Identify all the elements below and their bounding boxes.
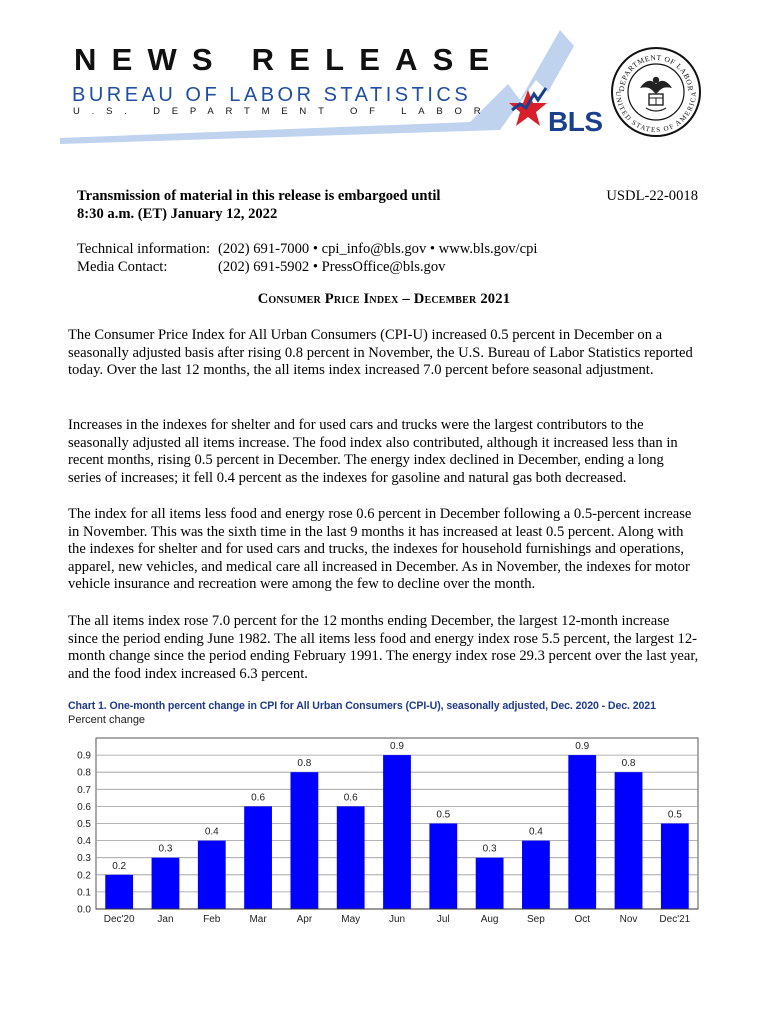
y-tick-label: 0.5 xyxy=(77,819,91,830)
contact-value: (202) 691-7000 • cpi_info@bls.gov • www.bls.gov/cpi xyxy=(218,241,538,257)
seal-bottom-text: UNITED STATES OF AMERICA xyxy=(613,90,699,135)
bar-value-label: 0.9 xyxy=(390,741,404,753)
chart-bar xyxy=(152,858,180,909)
bar-value-label: 0.8 xyxy=(297,758,312,770)
chart-bar xyxy=(198,841,226,909)
bar-value-label: 0.4 xyxy=(528,826,543,838)
bar-value-label: 0.3 xyxy=(158,843,173,855)
x-tick-label: Jan xyxy=(157,914,174,925)
contact-label: Media Contact: xyxy=(77,259,168,275)
chart-bar xyxy=(244,806,272,909)
body-paragraph-3: The index for all items less food and energy rose 0.6 percent in December following a 0.5-percent increase in November. This was the sixth time in the last 9 months it has increased at least 0.5 percent. Along with the indexes for shelter and for used cars and trucks, the indexes for household furnishings and operations, apparel, new vehicles, and medical care all increased in December. As in November, the indexes for motor vehicle insurance and recreation were among the few to decline over the month. xyxy=(68,506,692,593)
x-tick-label: Nov xyxy=(619,914,638,925)
y-tick-label: 0.3 xyxy=(77,853,91,865)
department-name: U.S. DEPARTMENT OF LABOR xyxy=(73,106,493,117)
x-tick-label: Jun xyxy=(388,914,406,925)
y-tick-label: 0.1 xyxy=(77,887,91,899)
x-tick-label: Sep xyxy=(527,914,545,925)
x-tick-label: Dec'21 xyxy=(659,914,691,925)
bar-value-label: 0.4 xyxy=(204,826,219,838)
y-tick-label: 0.8 xyxy=(77,767,91,779)
release-number: USDL-22-0018 xyxy=(606,188,698,204)
y-tick-label: 0.7 xyxy=(77,784,91,796)
x-tick-label: Feb xyxy=(203,914,221,925)
chart-bar xyxy=(522,841,550,909)
contact-label: Technical information: xyxy=(77,241,211,257)
y-tick-label: 0.4 xyxy=(77,836,91,848)
embargo-line-2: 8:30 a.m. (ET) January 12, 2022 xyxy=(77,206,278,222)
bls-logo-text: BLS xyxy=(548,106,603,137)
bar-value-label: 0.9 xyxy=(575,741,590,753)
chart-bar xyxy=(105,875,133,909)
y-tick-label: 0.9 xyxy=(77,750,91,762)
chart-bar xyxy=(615,772,643,909)
x-tick-label: Mar xyxy=(249,914,267,925)
chart-bar xyxy=(568,755,596,909)
bar-value-label: 0.2 xyxy=(112,860,127,872)
x-tick-label: Oct xyxy=(574,914,591,925)
chart-bar xyxy=(476,858,504,909)
bar-value-label: 0.6 xyxy=(343,792,358,804)
bar-value-label: 0.6 xyxy=(251,792,266,804)
chart-bar xyxy=(383,755,411,909)
bar-value-label: 0.3 xyxy=(482,843,497,855)
embargo-line-1: Transmission of material in this release is embargoed until xyxy=(77,188,441,204)
news-release-title: NEWS RELEASE xyxy=(74,42,505,77)
x-tick-label: Jul xyxy=(436,914,450,925)
x-tick-label: Dec'20 xyxy=(103,914,135,925)
y-tick-label: 0.2 xyxy=(77,870,91,882)
bar-value-label: 0.8 xyxy=(621,758,636,770)
body-paragraph-2: Increases in the indexes for shelter and for used cars and trucks were the largest contributors to the seasonally adjusted all items increase. The food index also contributed, although it increased less than in recent months, rising 0.5 percent in December. The energy index declined in December, ending a long series of increases; it fell 0.4 percent as the indexes for gasoline and natural gas both decreased. xyxy=(68,417,678,486)
chart-bar xyxy=(661,824,689,910)
chart-y-axis-label: Percent change xyxy=(68,714,146,726)
x-tick-label: Apr xyxy=(296,914,313,925)
y-tick-label: 0.6 xyxy=(77,801,91,813)
bar-value-label: 0.5 xyxy=(667,809,682,821)
document-title: Consumer Price Index – December 2021 xyxy=(257,291,511,307)
chart-bar xyxy=(337,806,365,909)
body-paragraph-1: The Consumer Price Index for All Urban Consumers (CPI-U) increased 0.5 percent in December on a seasonally adjusted basis after rising 0.8 percent in November, the U.S. Bureau of Labor Statistics reported today. Over the last 12 months, the all items index increased 7.0 percent before seasonal adjustment. xyxy=(68,327,693,379)
contact-value: (202) 691-5902 • PressOffice@bls.gov xyxy=(218,259,446,275)
y-tick-label: 0.0 xyxy=(77,904,91,916)
chart-title: Chart 1. One-month percent change in CPI for All Urban Consumers (CPI-U), seasonally adjusted, Dec. 2020 - Dec. 2021 xyxy=(68,700,656,712)
x-tick-label: Aug xyxy=(480,914,499,925)
chart-bar xyxy=(290,772,318,909)
chart-bar xyxy=(429,824,457,910)
bar-value-label: 0.5 xyxy=(436,809,451,821)
bureau-name: BUREAU OF LABOR STATISTICS xyxy=(72,84,472,106)
seal-top-text: DEPARTMENT OF LABOR xyxy=(616,52,696,92)
x-tick-label: May xyxy=(341,914,361,925)
body-paragraph-4: The all items index rose 7.0 percent for the 12 months ending December, the largest 12-month increase since the period ending June 1982. The all items less food and energy index rose 5.5 percent, the largest 12-month change since the period ending February 1991. The energy index rose 29.3 percent over the last year, and the food index increased 6.3 percent. xyxy=(68,613,699,682)
